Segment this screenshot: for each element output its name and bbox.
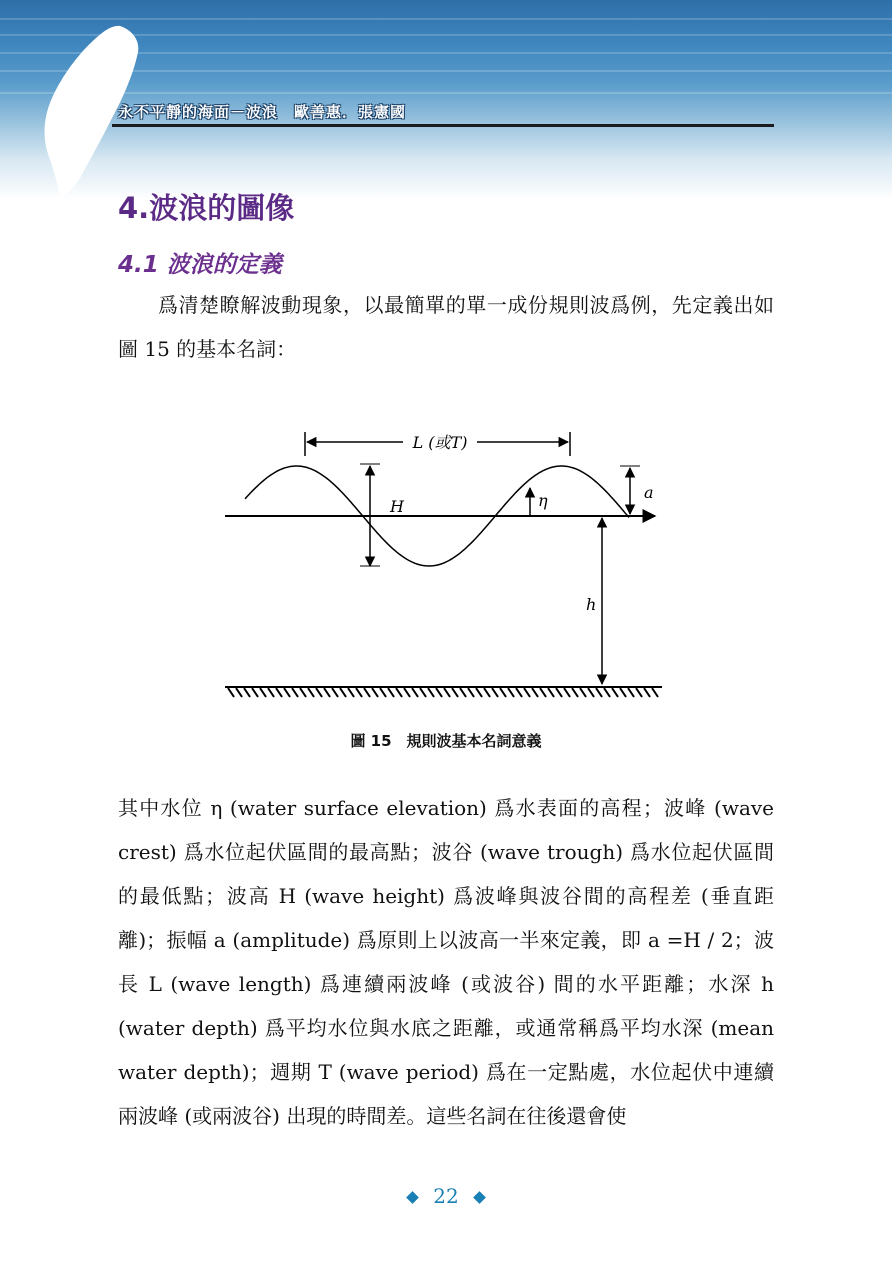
seabed-hatch-mark: [244, 688, 250, 697]
seabed-hatching: [228, 688, 658, 697]
page-number: 22: [433, 1184, 459, 1208]
seabed-hatch-mark: [300, 688, 306, 697]
seabed-hatch-mark: [356, 688, 362, 697]
seabed-hatch-mark: [396, 688, 402, 697]
seabed-hatch-mark: [284, 688, 290, 697]
seabed-hatch-mark: [420, 688, 426, 697]
seabed-hatch-mark: [524, 688, 530, 697]
seabed-hatch-mark: [636, 688, 642, 697]
seabed-hatch-mark: [340, 688, 346, 697]
seabed-hatch-mark: [580, 688, 586, 697]
seabed-hatch-mark: [628, 688, 634, 697]
seabed-hatch-mark: [364, 688, 370, 697]
seabed-hatch-mark: [324, 688, 330, 697]
depth-label: h: [586, 595, 597, 614]
figure-caption: 圖 15 規則波基本名詞意義: [350, 732, 542, 750]
seabed-hatch-mark: [428, 688, 434, 697]
seabed-hatch-mark: [516, 688, 522, 697]
diamond-icon: [406, 1191, 419, 1204]
seabed-hatch-mark: [460, 688, 466, 697]
diamond-icon: [473, 1191, 486, 1204]
seabed-hatch-mark: [540, 688, 546, 697]
seabed-hatch-mark: [564, 688, 570, 697]
seabed-hatch-mark: [452, 688, 458, 697]
seabed-hatch-mark: [268, 688, 274, 697]
seabed-hatch-mark: [236, 688, 242, 697]
seabed-hatch-mark: [644, 688, 650, 697]
header-rule: [112, 124, 774, 127]
intro-paragraph: 爲清楚瞭解波動現象，以最簡單的單一成份規則波爲例，先定義出如圖 15 的基本名詞：: [118, 293, 774, 361]
seabed-hatch-mark: [604, 688, 610, 697]
seabed-hatch-mark: [316, 688, 322, 697]
seabed-hatch-mark: [332, 688, 338, 697]
seabed-hatch-mark: [372, 688, 378, 697]
seabed-hatch-mark: [404, 688, 410, 697]
subsection-title: 4.1 波浪的定義: [118, 252, 282, 278]
elevation-label: η: [538, 491, 548, 510]
seabed-hatch-mark: [620, 688, 626, 697]
seabed-hatch-mark: [252, 688, 258, 697]
seabed-hatch-mark: [596, 688, 602, 697]
seabed-hatch-mark: [548, 688, 554, 697]
seabed-hatch-mark: [388, 688, 394, 697]
taiwan-island-graphic: [0, 0, 170, 200]
seabed-hatch-mark: [292, 688, 298, 697]
page-footer: [0, 1184, 892, 1208]
seabed-hatch-mark: [588, 688, 594, 697]
header-banner: [0, 0, 892, 200]
seabed-hatch-mark: [612, 688, 618, 697]
seabed-hatch-mark: [500, 688, 506, 697]
seabed-hatch-mark: [556, 688, 562, 697]
seabed-hatch-mark: [508, 688, 514, 697]
amplitude-label: a: [644, 483, 654, 502]
section-title: 4.波浪的圖像: [118, 191, 295, 225]
regular-wave-diagram: [200, 420, 680, 710]
seabed-hatch-mark: [276, 688, 282, 697]
seabed-hatch-mark: [492, 688, 498, 697]
wave-height-label: H: [390, 497, 404, 516]
seabed-hatch-mark: [652, 688, 658, 697]
seabed-hatch-mark: [228, 688, 234, 697]
seabed-hatch-mark: [444, 688, 450, 697]
seabed-hatch-mark: [348, 688, 354, 697]
seabed-hatch-mark: [572, 688, 578, 697]
seabed-hatch-mark: [260, 688, 266, 697]
seabed-hatch-mark: [380, 688, 386, 697]
wavelength-label: L (或T): [412, 433, 468, 452]
seabed-hatch-mark: [412, 688, 418, 697]
seabed-hatch-mark: [436, 688, 442, 697]
seabed-hatch-mark: [308, 688, 314, 697]
seabed-hatch-mark: [484, 688, 490, 697]
running-header-title: 永不平靜的海面－波浪 歐善惠．張憲國: [118, 103, 407, 121]
body-paragraph: 其中水位 η (water surface elevation) 爲水表面的高程；波峰 (wave crest) 爲水位起伏區間的最高點；波谷 (wave trough) 爲水位起伏區間的最低點；波高 H (wave height) 爲波峰與波谷間的高程差 (垂直距離)；振幅 a (amplitude) 爲原則上以波高一半來定義，即 a =H / 2；波長 L (wave length) 爲連續兩波峰 (或波谷) 間的水平距離；水深 h (water depth) 爲平均水位與水底之距離，或通常稱爲平均水深 (mean water depth)；週期 T (wave period) 爲在一定點處，水位起伏中連續兩波峰 (或兩波谷) 出現的時間差。這些名詞在往後還會使: [118, 796, 774, 1128]
seabed-hatch-mark: [468, 688, 474, 697]
seabed-hatch-mark: [532, 688, 538, 697]
seabed-hatch-mark: [476, 688, 482, 697]
